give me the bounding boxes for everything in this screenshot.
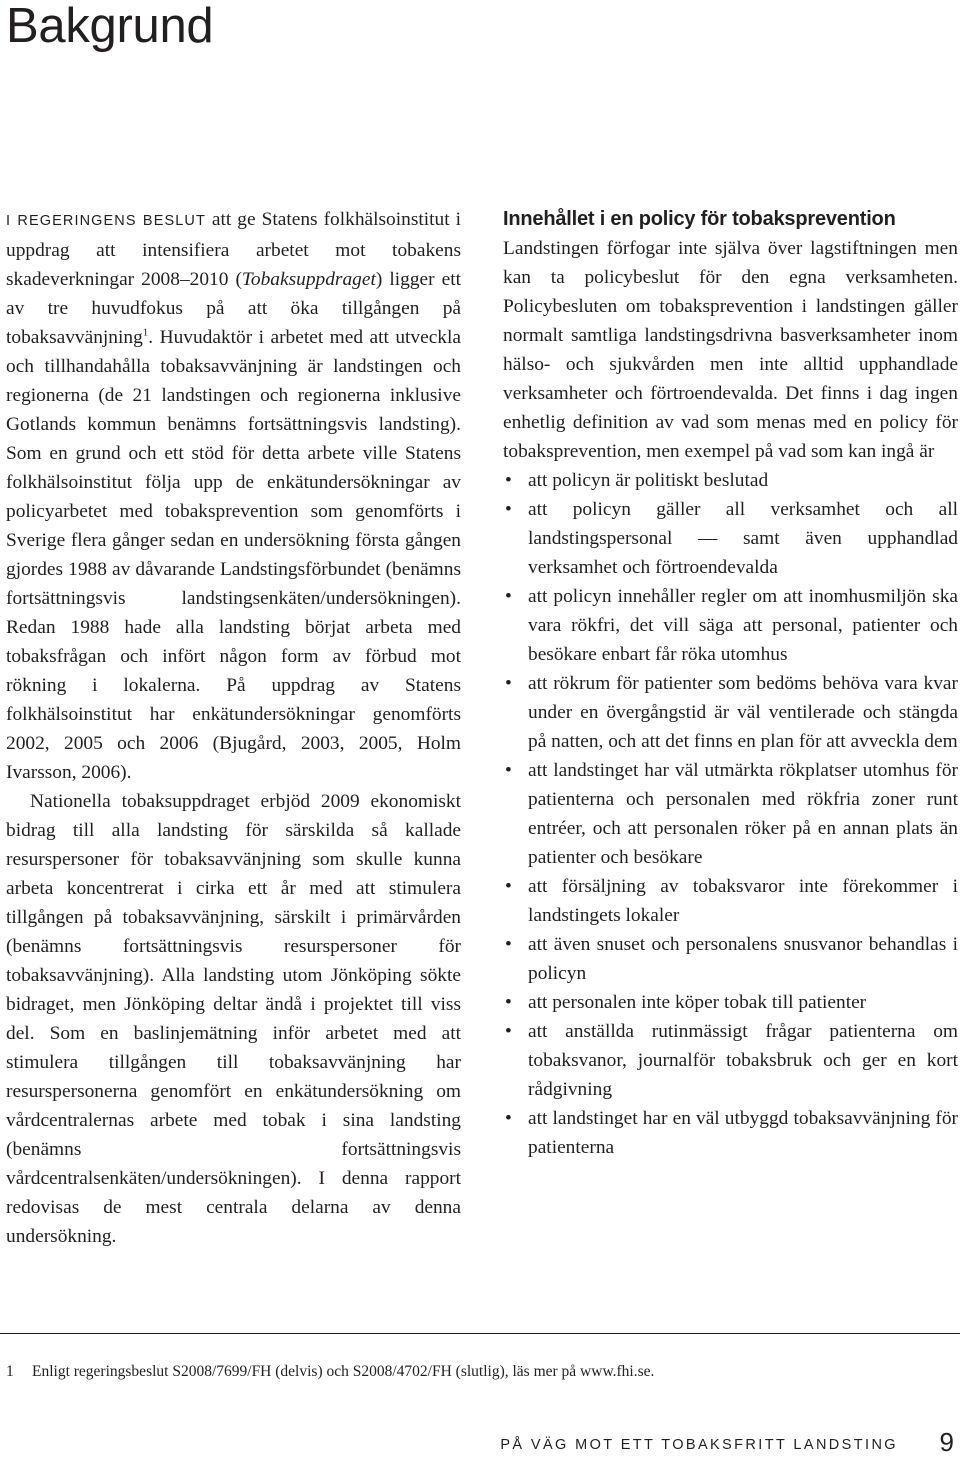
bullet-icon: •	[505, 760, 512, 781]
list-item-text: att anställda rutinmässigt frågar patienterna om tobaksvanor, journalför tobaksbruk och ger en kort rådgivning	[528, 1021, 958, 1100]
bullet-icon: •	[505, 586, 512, 607]
bullet-icon: •	[505, 470, 512, 491]
intro-text-start: att ge Statens folkhälsoinstitut i uppdrag att intensifiera arbetet mot tobakens skadeverkningar 2008–2010 (	[6, 209, 461, 290]
bullet-icon: •	[505, 1021, 512, 1042]
left-column	[6, 205, 461, 1251]
list-item-text: att policyn innehåller regler om att inomhusmiljön ska vara rökfri, det vill säga att personal, patienter och besökare enbart får röka utomhus	[528, 586, 958, 665]
intro-text-middle: ) ligger ett av tre huvudfokus på att öka tillgången på tobaksavvänjning	[6, 269, 461, 348]
bullet-icon: •	[505, 499, 512, 520]
bullet-icon: •	[505, 876, 512, 897]
list-item	[503, 1017, 958, 1104]
section-heading: Innehållet i en policy för tobaksprevention	[503, 208, 896, 230]
list-item	[503, 756, 958, 872]
list-item-text: att rökrum för patienter som bedöms behöva vara kvar under en övergångstid är väl ventilerade och stängda på natten, och att det finns en plan för att avveckla dem	[528, 673, 958, 752]
list-item-text: att landstinget har en väl utbyggd tobaksavvänjning för patienterna	[528, 1108, 958, 1158]
list-item-text: att policyn gäller all verksamhet och all landstingspersonal — samt även upphandlad verksamhet och förtroendevalda	[528, 499, 958, 578]
list-item	[503, 582, 958, 669]
lead-in-caps: I REGERINGENS BESLUT	[6, 213, 206, 229]
list-item	[503, 495, 958, 582]
list-item	[503, 466, 958, 495]
page-title: Bakgrund	[6, 0, 214, 53]
right-column	[503, 205, 958, 1162]
footnote-number: 1	[6, 1363, 14, 1380]
page-number: 9	[939, 1427, 954, 1457]
list-item	[503, 930, 958, 988]
running-footer-title: PÅ VÄG MOT ETT TOBAKSFRITT LANDSTING	[500, 1437, 898, 1453]
policy-intro-paragraph: Landstingen förfogar inte själva över lagstiftningen men kan ta policybeslut för den egna verksamheten. Policybesluten om tobaksprevention i landstingen gäller normalt samtliga landstingsdrivna basverksamheter inom hälso- och sjukvården men inte alltid upphandlade verksamheter och förtroendevalda. Det finns i dag ingen enhetlig definition av vad som menas med en policy för tobaksprevention, men exempel på vad som kan ingå är	[503, 238, 958, 462]
list-item	[503, 988, 958, 1017]
list-item	[503, 1104, 958, 1162]
bullet-icon: •	[505, 934, 512, 955]
footnote-reference: 1	[142, 326, 149, 339]
intro-italic-term: Tobaksuppdraget	[241, 269, 376, 290]
list-item-text: att även snuset och personalens snusvanor behandlas i policyn	[528, 934, 958, 984]
footnote-text: Enligt regeringsbeslut S2008/7699/FH (delvis) och S2008/4702/FH (slutlig), läs mer på www.fhi.se.	[32, 1363, 655, 1380]
policy-bullet-list	[503, 466, 958, 1162]
list-item-text: att försäljning av tobaksvaror inte förekommer i landstingets lokaler	[528, 876, 958, 926]
bullet-icon: •	[505, 1108, 512, 1129]
second-paragraph: Nationella tobaksuppdraget erbjöd 2009 ekonomiskt bidrag till alla landsting för särskilda så kallade resurspersoner för tobaksavvänjning som skulle kunna arbeta koncentrerat i cirka ett år med att stimulera tillgången på tobaksavvänjning, särskilt i primärvården (benämns fortsättningsvis resurspersoner för tobaksavvänjning). Alla landsting utom Jönköping sökte bidraget, men Jönköping deltar ändå i projektet till viss del. Som en baslinjemätning inför arbetet med att stimulera tillgången till tobaksavvänjning har resurspersonerna genomfört en enkätundersökning om vårdcentralernas arbete med tobak i sina landsting (benämns fortsättningsvis vårdcentralsenkäten/undersökningen). I denna rapport redovisas de mest centrala delarna av denna undersökning.	[6, 791, 461, 1247]
intro-text-end: . Huvudaktör i arbetet med att utveckla och tillhandahålla tobaksavvänjning är landstingen och regionerna (de 21 landstingen och regionerna inklusive Gotlands kommun benämns fortsättningsvis landsting). Som en grund och ett stöd för detta arbete ville Statens folkhälsoinstitut följa upp de enkätundersökningar av policyarbetet med tobaksprevention som genomförts i Sverige flera gånger sedan en undersökning första gången gjordes 1988 av dåvarande Landstingsförbundet (benämns fortsättningsvis landstingsenkäten/undersökningen). Redan 1988 hade alla landsting börjat arbeta med tobaksfrågan och infört någon form av förbud mot rökning i lokalerna. På uppdrag av Statens folkhälsoinstitut har enkätundersökningar genomförts 2002, 2005 och 2006 (Bjugård, 2003, 2005, Holm Ivarsson, 2006).	[6, 327, 461, 783]
list-item-text: att personalen inte köper tobak till patienter	[528, 992, 867, 1013]
list-item	[503, 872, 958, 930]
list-item	[503, 669, 958, 756]
bullet-icon: •	[505, 992, 512, 1013]
list-item-text: att landstinget har väl utmärkta rökplatser utomhus för patienterna och personalen med rökfria zoner runt entréer, och att personalen röker på en annan plats än patienter och besökare	[528, 760, 958, 868]
footnote-divider	[0, 1333, 960, 1334]
footnote	[6, 1361, 654, 1383]
intro-paragraph	[6, 205, 461, 787]
list-item-text: att policyn är politiskt beslutad	[528, 470, 769, 491]
bullet-icon: •	[505, 673, 512, 694]
